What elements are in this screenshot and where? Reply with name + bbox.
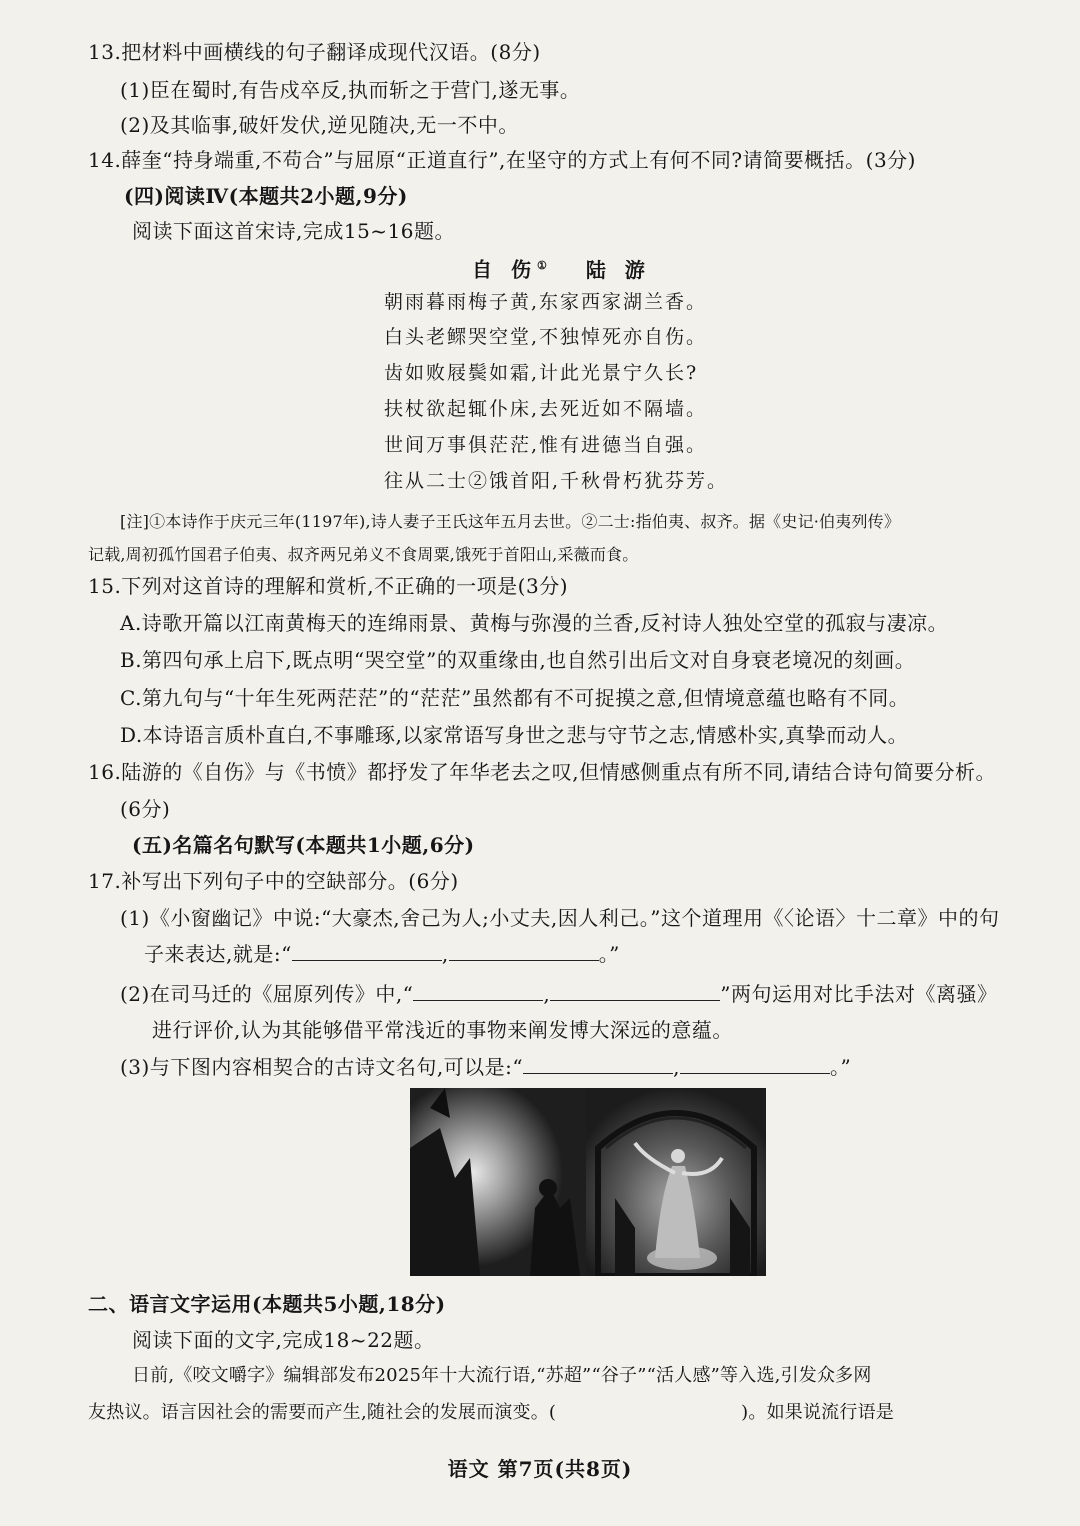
poem-note-1: [注]①本诗作于庆元三年(1197年),诗人妻子王氏这年五月去世。②二士:指伯夷、叔齐。据《史记·伯夷列传》 — [120, 512, 901, 531]
q17-sub-2-continuation: 进行评价,认为其能够借平常浅近的事物来阐发博大深远的意蕴。 — [152, 1018, 733, 1042]
q13-stem: 13.把材料中画横线的句子翻译成现代汉语。(8分) — [88, 40, 541, 64]
q15-option-d: D.本诗语言质朴直白,不事雕琢,以家常语写身世之悲与守节之志,情感朴实,真挚而动人。 — [120, 723, 909, 747]
poem-line-4: 扶杖欲起辄仆床,去死近如不隔墙。 — [384, 398, 708, 420]
q15-option-b: B.第四句承上启下,既点明“哭空堂”的双重缘由,也自然引出后文对自身衰老境况的刻画。 — [120, 648, 916, 672]
fill-blank-6[interactable] — [680, 1053, 830, 1074]
comma: , — [673, 1055, 681, 1079]
passage-line-2-start: 友热议。语言因社会的需要而产生,随社会的发展而演变。( — [88, 1402, 557, 1423]
poem-line-5: 世间万事俱茫茫,惟有进德当自强。 — [384, 434, 708, 456]
poem-line-6: 往从二士②饿首阳,千秋骨朽犹芬芳。 — [384, 470, 729, 492]
section-5-heading: (五)名篇名句默写(本题共1小题,6分) — [132, 833, 475, 857]
illustration-graphic — [410, 1088, 766, 1276]
q15-stem: 15.下列对这首诗的理解和赏析,不正确的一项是(3分) — [88, 574, 568, 598]
q16-points: (6分) — [120, 797, 171, 821]
q17-sub-1-prefix: 子来表达,就是:“ — [144, 942, 292, 966]
poem-note-2: 记载,周初孤竹国君子伯夷、叔齐两兄弟义不食周粟,饿死于首阳山,采薇而食。 — [88, 545, 639, 564]
q17-sub-3-prefix: (3)与下图内容相契合的古诗文名句,可以是:“ — [120, 1055, 524, 1079]
poem-line-1: 朝雨暮雨梅子黄,东家西家湖兰香。 — [384, 291, 708, 313]
passage-fill-blank[interactable] — [556, 1398, 741, 1418]
q17-sub-3 — [120, 1053, 851, 1081]
q14-stem: 14.薛奎“持身端重,不苟合”与屈原“正道直行”,在坚守的方式上有何不同?请简要概括。(3分) — [88, 148, 916, 172]
q13-sentence-1: (1)臣在蜀时,有告戍卒反,执而斩之于营门,遂无事。 — [120, 78, 581, 102]
section-4-intro: 阅读下面这首宋诗,完成15~16题。 — [132, 219, 456, 243]
fill-blank-4[interactable] — [550, 980, 720, 1001]
q17-sub-2 — [120, 980, 998, 1008]
closing-quote: 。” — [830, 1055, 852, 1079]
fill-blank-3[interactable] — [413, 980, 543, 1001]
part-2-heading: 二、语言文字运用(本题共5小题,18分) — [88, 1292, 446, 1316]
q16-stem: 16.陆游的《自伤》与《书愤》都抒发了年华老去之叹,但情感侧重点有所不同,请结合诗句简要分析。 — [88, 760, 997, 784]
fill-blank-5[interactable] — [523, 1053, 673, 1074]
part-2-intro: 阅读下面的文字,完成18~22题。 — [132, 1328, 435, 1352]
q17-sub-1: (1)《小窗幽记》中说:“大豪杰,舍己为人;小丈夫,因人利己。”这个道理用《〈论语〉十二章》中的句 — [120, 906, 1000, 930]
poem-line-3: 齿如败屐鬓如霜,计此光景宁久长? — [384, 362, 699, 384]
poem-line-2: 白头老鳏哭空堂,不独悼死亦自伤。 — [384, 326, 708, 348]
passage-line-1: 日前,《咬文嚼字》编辑部发布2025年十大流行语,“苏超”“谷子”“活人感”等入选,引发众多网 — [132, 1365, 872, 1386]
closing-quote: 。” — [598, 942, 620, 966]
poem-title — [472, 252, 651, 284]
q15-option-a: A.诗歌开篇以江南黄梅天的连绵雨景、黄梅与弥漫的兰香,反衬诗人独处空堂的孤寂与凄凉。 — [120, 611, 949, 635]
fill-blank-2[interactable] — [449, 940, 599, 961]
comma: , — [441, 942, 449, 966]
page-footer: 语文 第7页(共8页) — [447, 1457, 633, 1481]
poem-author: 陆 游 — [585, 257, 651, 282]
comma: , — [543, 982, 551, 1006]
illustration-battle-and-dance — [410, 1088, 766, 1276]
passage-line-2 — [88, 1398, 894, 1427]
q13-sentence-2: (2)及其临事,破奸发伏,逆见随决,无一不中。 — [120, 113, 519, 137]
q15-option-c: C.第九句与“十年生死两茫茫”的“茫茫”虽然都有不可捉摸之意,但情境意蕴也略有不同。 — [120, 686, 910, 710]
passage-line-2-end: )。如果说流行语是 — [741, 1402, 894, 1423]
q17-stem: 17.补写出下列句子中的空缺部分。(6分) — [88, 869, 459, 893]
poem-title-note-mark: ① — [536, 259, 553, 272]
poem-title-text: 自 伤 — [472, 257, 537, 282]
section-4-heading: (四)阅读Ⅳ(本题共2小题,9分) — [124, 184, 408, 208]
q17-sub-2-prefix: (2)在司马迁的《屈原列传》中,“ — [120, 982, 414, 1006]
fill-blank-1[interactable] — [292, 940, 442, 961]
q17-sub-2-suffix: ”两句运用对比手法对《离骚》 — [720, 982, 998, 1006]
q17-sub-1-blanks — [144, 940, 620, 968]
